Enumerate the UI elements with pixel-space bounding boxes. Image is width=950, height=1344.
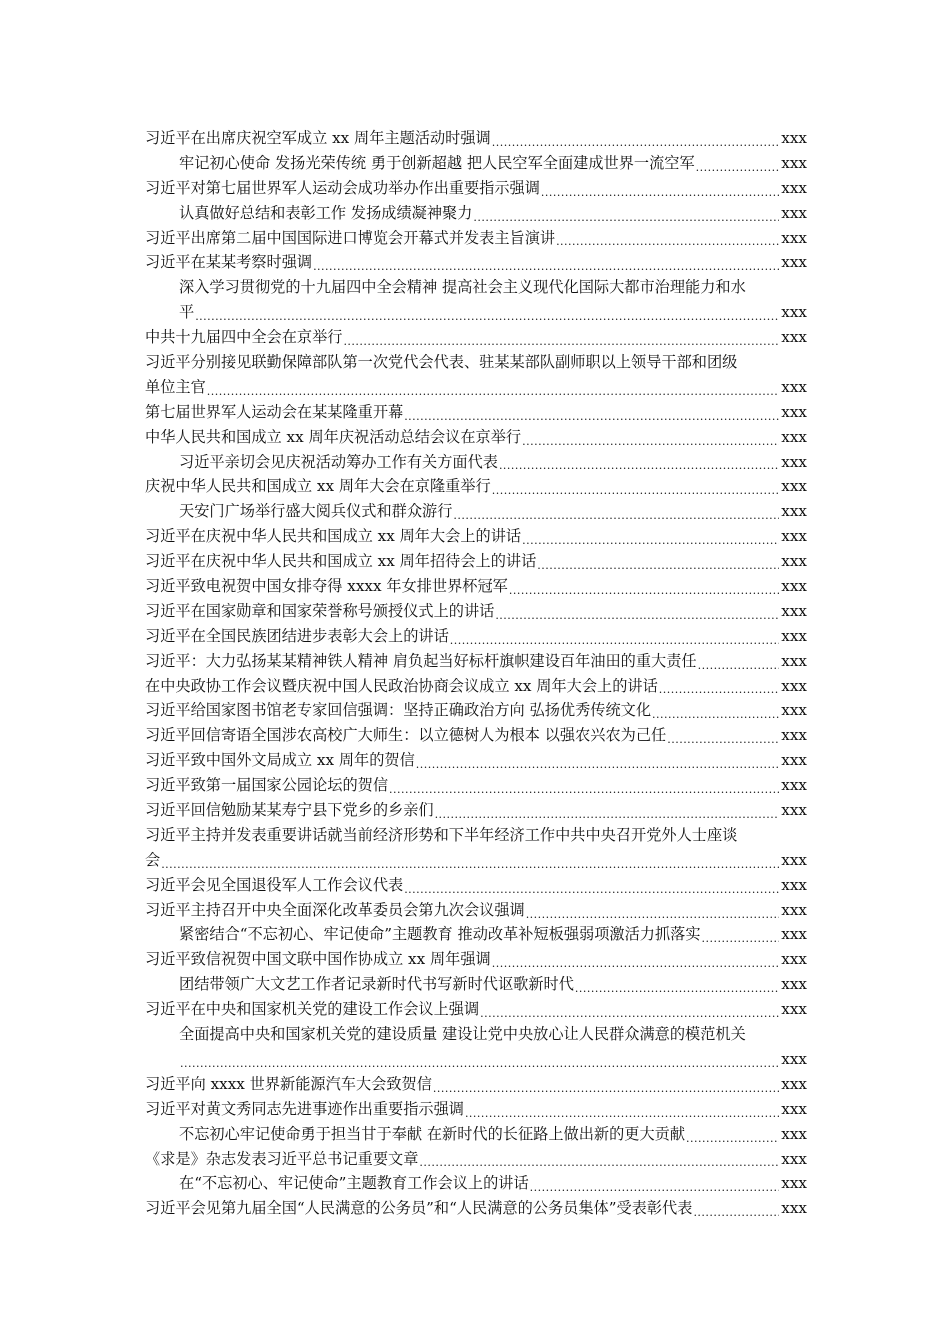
dot-leader (464, 1097, 779, 1122)
toc-page-number: xxx (781, 776, 807, 795)
toc-entry[interactable] (145, 798, 807, 823)
dot-leader (432, 1072, 779, 1097)
toc-entry-title: 习近平致第一届国家公园论坛的贺信 (145, 776, 388, 795)
toc-entry-title: 习近平致电祝贺中国女排夺得 xxxx 年女排世界杯冠军 (145, 577, 508, 596)
toc-page-number: xxx (781, 925, 807, 944)
toc-entry[interactable] (145, 1196, 807, 1221)
toc-entry[interactable] (145, 898, 807, 923)
toc-entry-wrapped-line: 深入学习贯彻党的十九届四中全会精神 提高社会主义现代化国际大都市治理能力和水 (179, 278, 746, 297)
dot-leader (179, 1047, 779, 1072)
toc-page-number: xxx (781, 975, 807, 994)
toc-entry[interactable] (145, 126, 807, 151)
toc-entry[interactable] (145, 226, 807, 251)
dot-leader (498, 450, 779, 475)
dot-leader (472, 201, 779, 226)
dot-leader (521, 524, 779, 549)
toc-entry[interactable] (145, 400, 807, 425)
dot-leader (701, 923, 780, 948)
toc-entry[interactable] (145, 649, 807, 674)
toc-entry-title: 习近平在出席庆祝空军成立 xx 周年主题活动时强调 (145, 128, 491, 147)
dot-leader (491, 126, 780, 151)
dot-leader (403, 873, 779, 898)
toc-page-number: xxx (781, 1149, 807, 1168)
toc-page-number: xxx (781, 502, 807, 521)
toc-entry-wrapped-line: 全面提高中央和国家机关党的建设质量 建设让党中央放心让人民群众满意的模范机关 (179, 1025, 746, 1044)
dot-leader (491, 947, 780, 972)
toc-entry-title: 平 (179, 303, 195, 322)
toc-entry[interactable] (145, 848, 807, 873)
toc-entry-title: 习近平在庆祝中华人民共和国成立 xx 周年招待会上的讲话 (145, 552, 537, 571)
toc-entry-title: 中共十九届四中全会在京举行 (145, 328, 343, 347)
dot-leader (525, 898, 780, 923)
toc-page-number: xxx (781, 751, 807, 770)
dot-leader (651, 698, 779, 723)
toc-entry-title: 《求是》杂志发表习近平总书记重要文章 (145, 1149, 419, 1168)
toc-entry[interactable] (145, 972, 807, 997)
toc-page-number: xxx (781, 153, 807, 172)
toc-entry[interactable] (145, 748, 807, 773)
toc-entry[interactable] (145, 1072, 807, 1097)
toc-entry-title: 习近平出席第二届中国国际进口博览会开幕式并发表主旨演讲 (145, 228, 556, 247)
toc-page-number: xxx (781, 377, 807, 396)
dot-leader (697, 649, 780, 674)
dot-leader (666, 723, 779, 748)
toc-page-number: xxx (781, 701, 807, 720)
toc-page-number: xxx (781, 1074, 807, 1093)
dot-leader (536, 549, 779, 574)
toc-entry[interactable] (145, 325, 807, 350)
dot-leader (529, 1171, 780, 1196)
toc-entry[interactable] (145, 1097, 807, 1122)
toc-entry[interactable] (145, 698, 807, 723)
toc-entry[interactable] (145, 923, 807, 948)
toc-entry[interactable] (145, 201, 807, 226)
toc-page-number: xxx (781, 303, 807, 322)
dot-leader (312, 250, 779, 275)
toc-entry-title: 牢记初心使命 发扬光荣传统 勇于创新超越 把人民空军全面建成世界一流空军 (179, 153, 695, 172)
dot-leader (418, 1147, 779, 1172)
toc-entry[interactable] (145, 176, 807, 201)
dot-leader (494, 599, 779, 624)
toc-entry[interactable] (145, 300, 807, 325)
dot-leader (160, 848, 779, 873)
toc-entry-title: 不忘初心牢记使命勇于担当甘于奉献 在新时代的长征路上做出新的更大贡献 (179, 1124, 686, 1143)
dot-leader (574, 972, 779, 997)
toc-page-number: xxx (781, 950, 807, 969)
dot-leader (342, 325, 779, 350)
toc-page-number: xxx (781, 1124, 807, 1143)
toc-entry-title: 在中央政协工作会议暨庆祝中国人民政治协商会议成立 xx 周年大会上的讲话 (145, 676, 658, 695)
dot-leader (403, 400, 779, 425)
toc-entry[interactable] (145, 151, 807, 176)
toc-entry-title: 习近平致中国外文局成立 xx 周年的贺信 (145, 751, 415, 770)
toc-entry-title: 习近平在庆祝中华人民共和国成立 xx 周年大会上的讲话 (145, 527, 522, 546)
toc-entry-title: 单位主官 (145, 377, 206, 396)
dot-leader (449, 624, 780, 649)
toc-page-number: xxx (781, 726, 807, 745)
toc-entry-title: 习近平回信勉励某某寿宁县下党乡的乡亲们 (145, 801, 434, 820)
toc-entry-title: 习近平对第七届世界军人运动会成功举办作出重要指示强调 (145, 178, 540, 197)
toc-page-number: xxx (781, 626, 807, 645)
toc-page-number: xxx (781, 1199, 807, 1218)
dot-leader (658, 674, 780, 699)
toc-entry[interactable] (145, 1147, 807, 1172)
toc-entry[interactable] (145, 549, 807, 574)
toc-entry[interactable] (145, 624, 807, 649)
toc-page-number: xxx (781, 651, 807, 670)
toc-page-number: xxx (781, 1049, 807, 1068)
toc-entry-title: 团结带领广大文艺工作者记录新时代书写新时代讴歌新时代 (179, 975, 574, 994)
toc-entry-title: 习近平给国家图书馆老专家回信强调：坚持正确政治方向 弘扬优秀传统文化 (145, 701, 652, 720)
toc-entry[interactable] (145, 250, 807, 275)
toc-entry[interactable] (145, 873, 807, 898)
toc-entry-title: 习近平致信祝贺中国文联中国作协成立 xx 周年强调 (145, 950, 491, 969)
toc-page-number: xxx (781, 178, 807, 197)
toc-entry[interactable] (145, 524, 807, 549)
toc-page-number: xxx (781, 801, 807, 820)
dot-leader (695, 151, 780, 176)
toc-entry[interactable] (145, 599, 807, 624)
toc-page-number: xxx (781, 1099, 807, 1118)
dot-leader (555, 226, 779, 251)
toc-page-number: xxx (781, 203, 807, 222)
toc-entry[interactable] (145, 723, 807, 748)
table-of-contents (145, 126, 807, 1221)
toc-entry-title: 紧密结合“不忘初心、牢记使命”主题教育 推动改革补短板强弱项激活力抓落实 (179, 925, 701, 944)
toc-entry[interactable] (145, 674, 807, 699)
dot-leader (194, 300, 779, 325)
toc-entry-title: 习近平会见第九届全国“人民满意的公务员”和“人民满意的公务员集体”受表彰代表 (145, 1199, 693, 1218)
toc-entry-title: 习近平亲切会见庆祝活动筹办工作有关方面代表 (179, 452, 498, 471)
toc-page-number: xxx (781, 402, 807, 421)
toc-page-number: xxx (781, 228, 807, 247)
toc-entry-title: 会 (145, 850, 161, 869)
toc-page-number: xxx (781, 328, 807, 347)
toc-page-number: xxx (781, 1000, 807, 1019)
toc-entry-title: 认真做好总结和表彰工作 发扬成绩凝神聚力 (179, 203, 473, 222)
toc-page-number: xxx (781, 900, 807, 919)
dot-leader (452, 499, 779, 524)
toc-page-number: xxx (781, 1174, 807, 1193)
toc-entry[interactable] (145, 499, 807, 524)
toc-page-number: xxx (781, 875, 807, 894)
toc-page-number: xxx (781, 477, 807, 496)
toc-page-number: xxx (781, 128, 807, 147)
toc-entry-title: 习近平在全国民族团结进步表彰大会上的讲话 (145, 626, 449, 645)
dot-leader (685, 1122, 779, 1147)
toc-entry[interactable] (145, 1122, 807, 1147)
toc-page-number: xxx (781, 577, 807, 596)
dot-leader (508, 574, 779, 599)
toc-entry[interactable] (145, 947, 807, 972)
toc-page-number: xxx (781, 676, 807, 695)
toc-entry-title: 习近平：大力弘扬某某精神铁人精神 肩负起当好标杆旗帜建设百年油田的重大责任 (145, 651, 697, 670)
toc-page-number: xxx (781, 601, 807, 620)
toc-entry[interactable] (145, 1171, 807, 1196)
toc-entry-wrapped-line: 习近平分别接见联勤保障部队第一次党代会代表、驻某某部队副师职以上领导干部和团级 (145, 353, 738, 372)
toc-page-number: xxx (781, 452, 807, 471)
toc-entry-title: 习近平向 xxxx 世界新能源汽车大会致贺信 (145, 1074, 432, 1093)
toc-page-number: xxx (781, 850, 807, 869)
toc-entry-title: 习近平在中央和国家机关党的建设工作会议上强调 (145, 1000, 480, 1019)
dot-leader (491, 474, 780, 499)
toc-entry[interactable] (145, 375, 807, 400)
toc-entry-title: 庆祝中华人民共和国成立 xx 周年大会在京隆重举行 (145, 477, 491, 496)
toc-entry[interactable] (145, 773, 807, 798)
toc-page-number: xxx (781, 253, 807, 272)
toc-entry[interactable] (145, 425, 807, 450)
toc-page-number: xxx (781, 527, 807, 546)
toc-entry-title: 习近平会见全国退役军人工作会议代表 (145, 875, 404, 894)
toc-entry-title: 习近平主持召开中央全面深化改革委员会第九次会议强调 (145, 900, 525, 919)
toc-entry[interactable] (145, 1047, 807, 1072)
toc-entry[interactable] (145, 997, 807, 1022)
toc-entry-title: 习近平在某某考察时强调 (145, 253, 313, 272)
toc-page-number: xxx (781, 552, 807, 571)
toc-entry-title: 天安门广场举行盛大阅兵仪式和群众游行 (179, 502, 453, 521)
toc-entry-title: 习近平在国家勋章和国家荣誉称号颁授仪式上的讲话 (145, 601, 495, 620)
toc-entry-title: 中华人民共和国成立 xx 周年庆祝活动总结会议在京举行 (145, 427, 522, 446)
dot-leader (692, 1196, 779, 1221)
toc-entry[interactable] (145, 474, 807, 499)
toc-entry[interactable] (145, 450, 807, 475)
dot-leader (434, 798, 780, 823)
dot-leader (479, 997, 779, 1022)
dot-leader (521, 425, 779, 450)
dot-leader (540, 176, 779, 201)
toc-page-number: xxx (781, 427, 807, 446)
dot-leader (206, 375, 780, 400)
toc-entry-title: 在“不忘初心、牢记使命”主题教育工作会议上的讲话 (179, 1174, 529, 1193)
toc-entry[interactable] (145, 574, 807, 599)
toc-entry-title: 习近平对黄文秀同志先进事迹作出重要指示强调 (145, 1099, 464, 1118)
dot-leader (415, 748, 780, 773)
toc-entry-title: 习近平回信寄语全国涉农高校广大师生：以立德树人为根本 以强农兴农为己任 (145, 726, 667, 745)
dot-leader (388, 773, 779, 798)
toc-entry-wrapped-line: 习近平主持并发表重要讲话就当前经济形势和下半年经济工作中共中央召开党外人士座谈 (145, 825, 738, 844)
toc-entry-title: 第七届世界军人运动会在某某隆重开幕 (145, 402, 404, 421)
